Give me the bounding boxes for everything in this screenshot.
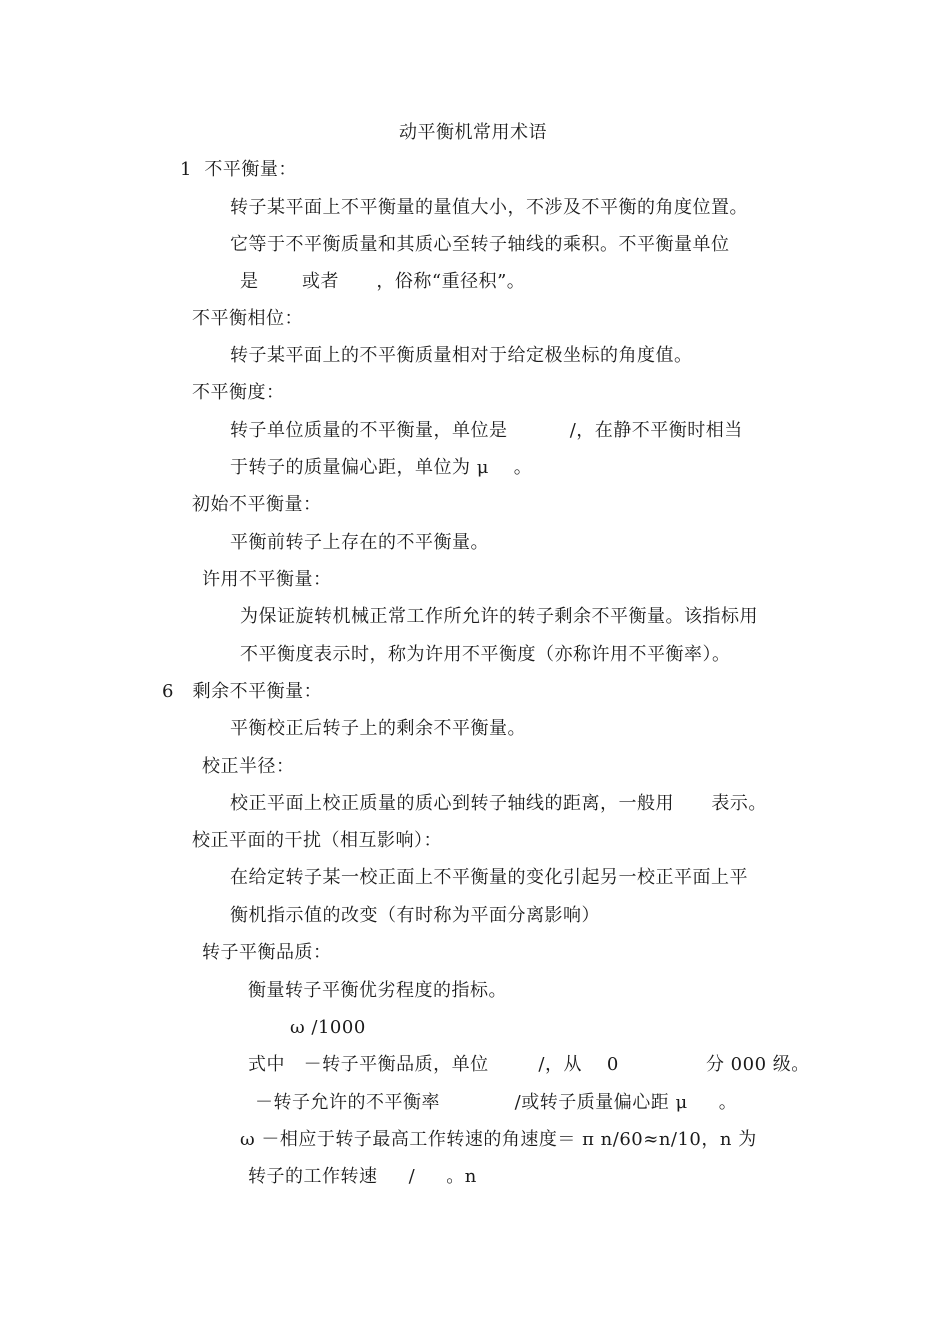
paragraph-line: 转子某平面上的不平衡质量相对于给定极坐标的角度值。 [230,345,693,366]
term-heading-unbalance: 1 不平衡量： [180,159,297,180]
paragraph-line: 为保证旋转机械正常工作所允许的转子剩余不平衡量。该指标用 [240,606,758,627]
paragraph-line: 转子某平面上不平衡量的量值大小，不涉及不平衡的角度位置。 [230,197,748,218]
paragraph-line: 于转子的质量偏心距，单位为 μ 。 [230,457,533,478]
formula-explanation-line: －转子允许的不平衡率 /或转子质量偏心距 μ 。 [255,1092,738,1113]
formula-explanation-line: 转子的工作转速 / 。n [248,1166,477,1187]
paragraph-line: 衡机指示值的改变（有时称为平面分离影响） [230,905,600,926]
paragraph-line: 校正平面上校正质量的质心到转子轴线的距离，一般用 表示。 [230,793,767,814]
formula-line: ω /1000 [290,1017,366,1038]
paragraph-line: 是 或者 ，俗称“重径积”。 [240,271,526,292]
term-heading-residual-unbalance: 6 剩余不平衡量： [162,681,323,702]
paragraph-line: 不平衡度表示时，称为许用不平衡度（亦称许用不平衡率）。 [240,644,731,665]
formula-explanation-line: 式中 －转子平衡品质，单位 /，从 0 分 000 级。 [248,1054,810,1075]
paragraph-line: 它等于不平衡质量和其质心至转子轴线的乘积。不平衡量单位 [230,234,730,255]
paragraph-line: 平衡前转子上存在的不平衡量。 [230,532,489,553]
paragraph-line: 衡量转子平衡优劣程度的指标。 [248,980,507,1001]
term-heading-plane-interference: 校正平面的干扰（相互影响）： [192,830,442,851]
formula-explanation-line: ω －相应于转子最高工作转速的角速度＝ π n/60≈n/10，n 为 [240,1129,757,1150]
paragraph-line: 转子单位质量的不平衡量，单位是 /，在静不平衡时相当 [230,420,743,441]
term-heading-balance-quality: 转子平衡品质： [202,942,332,963]
term-heading-correction-radius: 校正半径： [202,756,295,777]
paragraph-line: 平衡校正后转子上的剩余不平衡量。 [230,718,526,739]
paragraph-line: 在给定转子某一校正面上不平衡量的变化引起另一校正平面上平 [230,867,748,888]
term-heading-initial-unbalance: 初始不平衡量： [192,494,322,515]
document-title: 动平衡机常用术语 [399,122,547,143]
term-heading-permissible-unbalance: 许用不平衡量： [202,569,332,590]
term-heading-unbalance-phase: 不平衡相位： [192,308,303,329]
term-heading-unbalance-degree: 不平衡度： [192,382,285,403]
